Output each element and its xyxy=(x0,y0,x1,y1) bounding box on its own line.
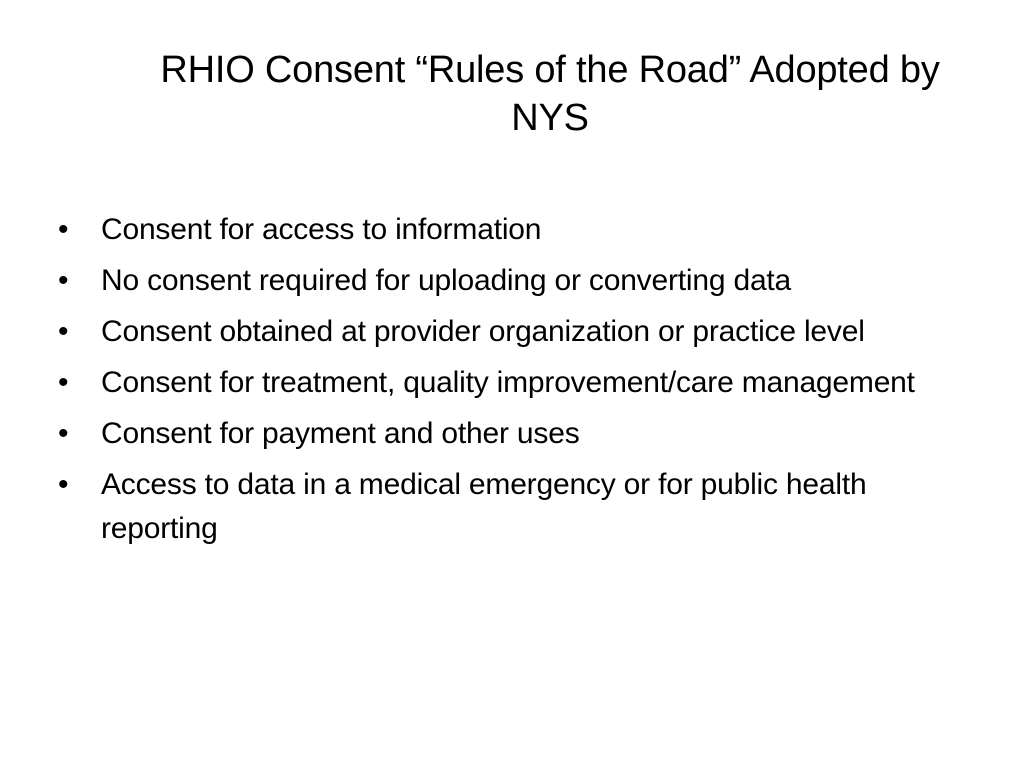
bullet-text: Access to data in a medical emergency or for public health reporting xyxy=(101,468,867,545)
list-item xyxy=(58,208,988,252)
bullet-list xyxy=(58,208,988,558)
bullet-text: Consent obtained at provider organization or practice level xyxy=(101,315,865,348)
bullet-dot-icon: • xyxy=(58,468,69,501)
bullet-text: Consent for access to information xyxy=(101,213,542,246)
bullet-dot-icon: • xyxy=(58,213,69,246)
bullet-dot-icon: • xyxy=(58,264,69,297)
bullet-text: Consent for payment and other uses xyxy=(101,417,580,450)
list-item xyxy=(58,361,988,405)
bullet-dot-icon: • xyxy=(58,417,69,450)
bullet-text: No consent required for uploading or converting data xyxy=(101,264,792,297)
slide-title: RHIO Consent “Rules of the Road” Adopted by NYS xyxy=(160,49,940,139)
list-item xyxy=(58,463,988,551)
list-item xyxy=(58,310,988,354)
bullet-text: Consent for treatment, quality improvement/care management xyxy=(101,366,915,399)
list-item xyxy=(58,259,988,303)
bullet-dot-icon: • xyxy=(58,366,69,399)
list-item xyxy=(58,412,988,456)
bullet-dot-icon: • xyxy=(58,315,69,348)
